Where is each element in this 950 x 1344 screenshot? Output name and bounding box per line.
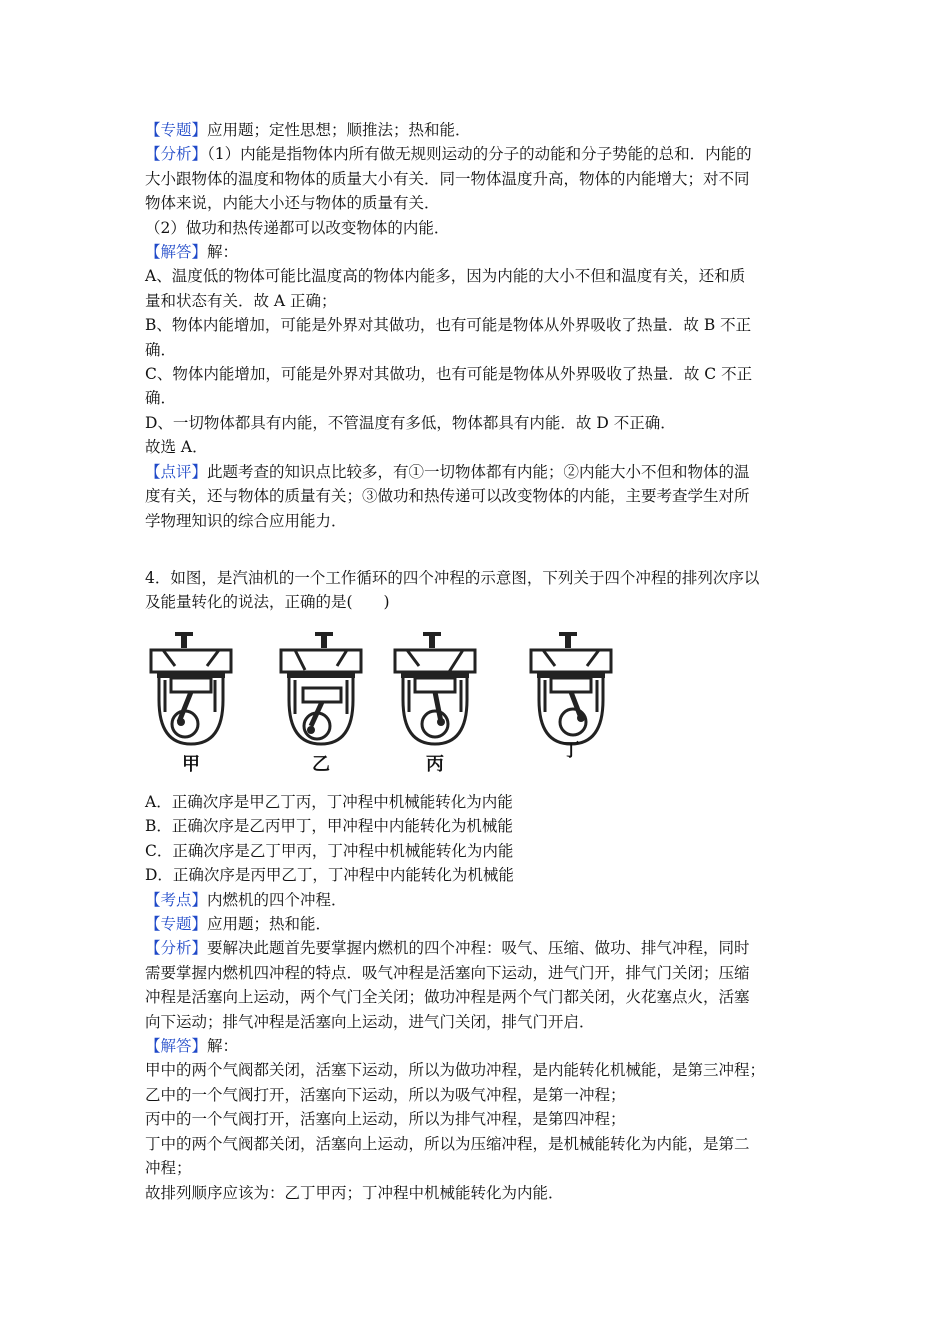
fenxi-text: 物体来说，内能大小还与物体的质量有关．	[145, 194, 440, 213]
question-4-body	[145, 790, 815, 1205]
option-a: A．正确次序是甲乙丁丙，丁冲程中机械能转化为内能	[145, 793, 513, 811]
question-stem-line: 4．如图，是汽油机的一个工作循环的四个冲程的示意图，下列关于四个冲程的排列次序以	[145, 569, 760, 587]
fenxi-text: 大小跟物体的温度和物体的质量大小有关．同一物体温度升高，物体的内能增大；对不同	[145, 169, 750, 188]
engine-bing-icon	[389, 632, 481, 750]
answer-line: 故排列顺序应该为：乙丁甲丙；丁冲程中机械能转化为内能．	[145, 1183, 564, 1202]
dianping-line	[145, 460, 815, 484]
fenxi-text: （1）内能是指物体内所有做无规则运动的分子的动能和分子势能的总和．内能的	[207, 145, 752, 164]
fenxi-text: 需要掌握内燃机四冲程的特点．吸气冲程是活塞向下运动，进气门开，排气门关闭；压缩	[145, 963, 750, 982]
zhuanti-line	[145, 118, 815, 142]
answer-line: B、物体内能增加，可能是外界对其做功，也有可能是物体从外界吸收了热量．故 B 不正	[145, 316, 752, 335]
engine-yi-icon	[275, 632, 367, 750]
kaodian-line	[145, 888, 815, 912]
engine-diagram-bing	[389, 632, 481, 778]
figure-label-yi: 乙	[312, 754, 330, 775]
answer-line: 冲程；	[145, 1159, 192, 1178]
engine-diagram-ding	[525, 632, 617, 778]
answer-line: 量和状态有关．故 A 正确；	[145, 291, 337, 310]
jieda-text: 解：	[207, 243, 239, 262]
kaodian-text: 内燃机的四个冲程．	[207, 890, 347, 909]
zhuanti-tag: 【专题】	[145, 915, 208, 934]
fenxi-text: 冲程是活塞向上运动，两个气门全关闭；做功冲程是两个气门都关闭，火花塞点火，活塞	[145, 988, 750, 1007]
dianping-text: 度有关，还与物体的质量有关；③做功和热传递可以改变物体的内能，主要考查学生对所	[145, 487, 750, 506]
answer-line: A、温度低的物体可能比温度高的物体内能多，因为内能的大小不但和温度有关，还和质	[145, 267, 746, 286]
jieda-line	[145, 240, 815, 264]
zhuanti-line	[145, 912, 815, 936]
zhuanti-text: 应用题；定性思想；顺推法；热和能．	[207, 121, 471, 139]
fenxi-tag: 【分析】	[145, 939, 208, 958]
fenxi-text: 向下运动；排气冲程是活塞向上运动，进气门关闭，排气门开启．	[145, 1012, 595, 1031]
figure-label-bing: 丙	[426, 754, 444, 775]
fenxi-line	[145, 142, 815, 166]
option-b: B．正确次序是乙丙甲丁，甲冲程中内能转化为机械能	[145, 817, 513, 836]
kaodian-tag: 【考点】	[145, 890, 208, 909]
fenxi-line	[145, 936, 815, 960]
figure-label-jia: 甲	[182, 754, 200, 775]
answer-line: 丁中的两个气阀都关闭，活塞向上运动，所以为压缩冲程，是机械能转化为内能，是第二	[145, 1134, 750, 1153]
engine-diagram-yi	[275, 632, 367, 778]
dianping-text: 学物理知识的综合应用能力．	[145, 511, 347, 530]
answer-line: 确．	[145, 389, 177, 408]
jieda-tag: 【解答】	[145, 243, 208, 262]
answer-line: C、物体内能增加，可能是外界对其做功，也有可能是物体从外界吸收了热量．故 C 不正	[145, 365, 753, 384]
fenxi-text: （2）做功和热传递都可以改变物体的内能．	[145, 218, 450, 237]
answer-line: 丙中的一个气阀打开，活塞向上运动，所以为排气冲程，是第四冲程；	[145, 1110, 626, 1129]
solution-part-1	[145, 118, 815, 533]
answer-line: 确．	[145, 340, 177, 359]
figure-label-ding: 丁	[562, 740, 580, 761]
dianping-tag: 【点评】	[145, 462, 208, 481]
answer-line: 故选 A．	[145, 438, 208, 457]
zhuanti-text: 应用题；热和能．	[207, 915, 332, 934]
engine-diagram-jia	[145, 632, 237, 778]
jieda-text: 解：	[207, 1037, 239, 1056]
answer-line: 甲中的两个气阀都关闭，活塞下运动，所以为做功冲程，是内能转化机械能，是第三冲程；	[145, 1061, 766, 1080]
question-4-stem	[145, 566, 815, 615]
option-d: D．正确次序是丙甲乙丁，丁冲程中内能转化为机械能	[145, 866, 514, 885]
jieda-line	[145, 1034, 815, 1058]
dianping-text: 此题考查的知识点比较多，有①一切物体都有内能；②内能大小不但和物体的温	[207, 462, 750, 481]
engine-ding-icon	[525, 632, 617, 750]
zhuanti-tag: 【专题】	[145, 121, 208, 139]
fenxi-text: 要解决此题首先要掌握内燃机的四个冲程：吸气、压缩、做功、排气冲程，同时	[207, 939, 750, 958]
engine-jia-icon	[145, 632, 237, 750]
jieda-tag: 【解答】	[145, 1037, 208, 1056]
option-c: C．正确次序是乙丁甲丙，丁冲程中机械能转化为内能	[145, 841, 514, 860]
engine-strokes-figure	[145, 632, 615, 778]
fenxi-tag: 【分析】	[145, 145, 208, 164]
answer-line: D、一切物体都具有内能，不管温度有多低，物体都具有内能．故 D 不正确．	[145, 413, 676, 432]
question-stem-line: 及能量转化的说法，正确的是( )	[145, 593, 390, 612]
answer-line: 乙中的一个气阀打开，活塞向下运动，所以为吸气冲程，是第一冲程；	[145, 1085, 626, 1104]
